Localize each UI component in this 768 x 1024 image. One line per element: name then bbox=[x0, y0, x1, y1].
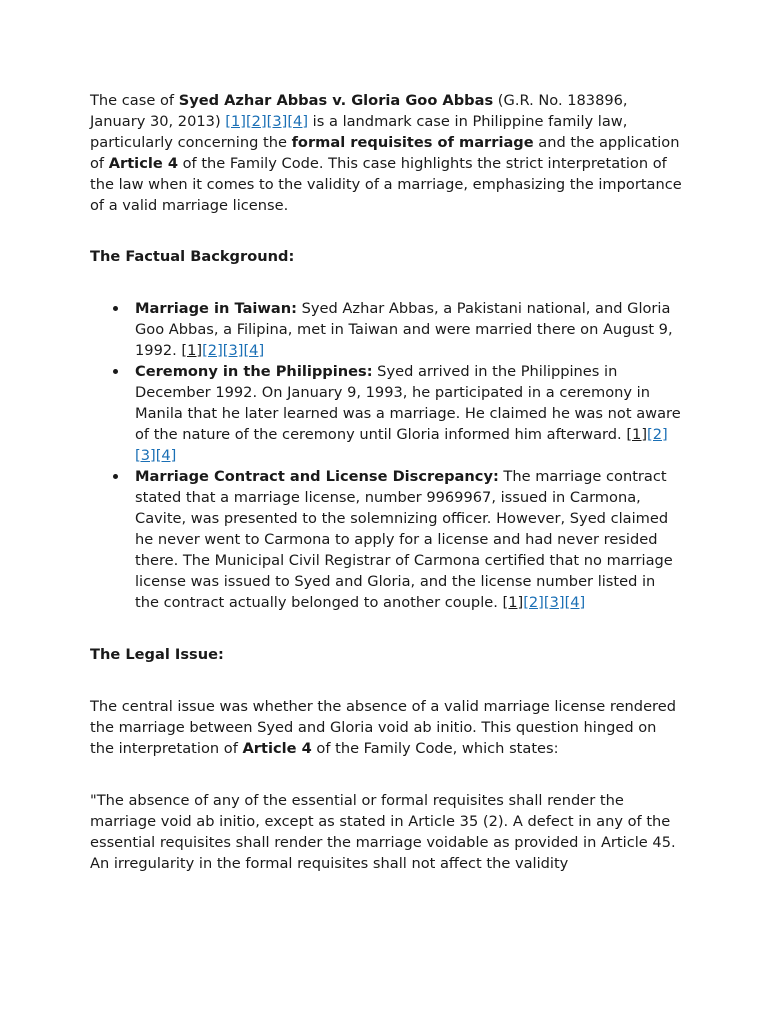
legal-issue-heading: The Legal Issue: bbox=[90, 646, 224, 663]
citation-link-4[interactable]: [4] bbox=[564, 594, 586, 611]
citation-link-1[interactable]: [1] bbox=[626, 426, 648, 443]
intro-bold-formal-requisites: formal requisites of marriage bbox=[291, 134, 534, 151]
fact-text: The marriage contract stated that a marriage license, number 9969967, issued in Carmona, Cavite, was presented to the solemnizing officer. However, Syed claimed he never went to Carmona to apply for a license and had never resided there. The Municipal Civil Registrar of Carmona certified that no marriage license was issued to Syed and Gloria, and the license number listed in the contract actually belonged to another couple. bbox=[135, 468, 673, 611]
document-page bbox=[90, 90, 682, 874]
citation-link-2[interactable]: [2] bbox=[647, 426, 668, 443]
citation-link-4[interactable]: [4] bbox=[155, 447, 177, 464]
citation-link-3[interactable]: [3] bbox=[135, 447, 156, 464]
facts-list bbox=[90, 298, 682, 613]
citation-link-2[interactable]: [2] bbox=[202, 342, 223, 359]
citation-link-3[interactable]: [3] bbox=[266, 113, 288, 130]
citation-link-1[interactable]: [1] bbox=[225, 113, 246, 130]
intro-lead-text: The case of bbox=[90, 92, 179, 109]
fact-title: Ceremony in the Philippines: bbox=[135, 363, 373, 380]
fact-text: Syed arrived in the Philippines in December 1992. On January 9, 1993, he participated in a ceremony in Manila that he later learned was a marriage. He claimed he was not aware of the nature of the ceremony until Gloria informed him afterward. bbox=[135, 363, 681, 443]
citation-link-3[interactable]: [3] bbox=[543, 594, 565, 611]
citation-link-1[interactable]: [1] bbox=[181, 342, 203, 359]
citation-link-2[interactable]: [2] bbox=[523, 594, 544, 611]
citation-link-3[interactable]: [3] bbox=[222, 342, 244, 359]
legal-bold-article-4: Article 4 bbox=[242, 740, 312, 757]
citation-link-1[interactable]: [1] bbox=[502, 594, 524, 611]
case-name: Syed Azhar Abbas v. Gloria Goo Abbas bbox=[178, 92, 494, 109]
fact-title: Marriage Contract and License Discrepancy: bbox=[135, 468, 499, 485]
citation-link-4[interactable]: [4] bbox=[243, 342, 265, 359]
legal-issue-paragraph bbox=[90, 696, 682, 759]
legal-issue-text: The central issue was whether the absence of a valid marriage license rendered the marriage between Syed and Gloria void ab initio. This question hinged on the interpretation of bbox=[90, 698, 676, 757]
fact-text: Syed Azhar Abbas, a Pakistani national, and Gloria Goo Abbas, a Filipina, met in Taiwan and were married there on August 9, 1992. bbox=[135, 300, 673, 359]
fact-title: Marriage in Taiwan: bbox=[135, 300, 297, 317]
intro-bold-article-4: Article 4 bbox=[108, 155, 178, 172]
intro-text-1: is a landmark case in Philippine family law, particularly concerning the bbox=[90, 113, 628, 151]
intro-paragraph bbox=[90, 90, 682, 216]
case-citation: (G.R. No. 183896, January 30, 2013) bbox=[90, 92, 628, 130]
intro-tail-text: of the Family Code. This case highlights the strict interpretation of the law when it comes to the validity of a marriage, emphasizing the importance of a valid marriage license. bbox=[90, 155, 682, 214]
legal-issue-tail: of the Family Code, which states: bbox=[311, 740, 559, 757]
fact-item-ceremony-in-philippines bbox=[135, 361, 682, 466]
citation-link-2[interactable]: [2] bbox=[245, 113, 267, 130]
fact-item-marriage-in-taiwan bbox=[135, 298, 682, 361]
fact-item-license-discrepancy bbox=[135, 466, 682, 613]
article-4-quote: "The absence of any of the essential or formal requisites shall render the marriage void ab initio, except as stated in Article 35 (2). A defect in any of the essential requisites shall render the marriage voidable as provided in Article 45. An irregularity in the formal requisites shall not affect the validity bbox=[90, 792, 676, 872]
intro-text-2: and the application of bbox=[90, 134, 680, 172]
factual-background-heading: The Factual Background: bbox=[90, 248, 295, 265]
citation-link-4[interactable]: [4] bbox=[287, 113, 309, 130]
